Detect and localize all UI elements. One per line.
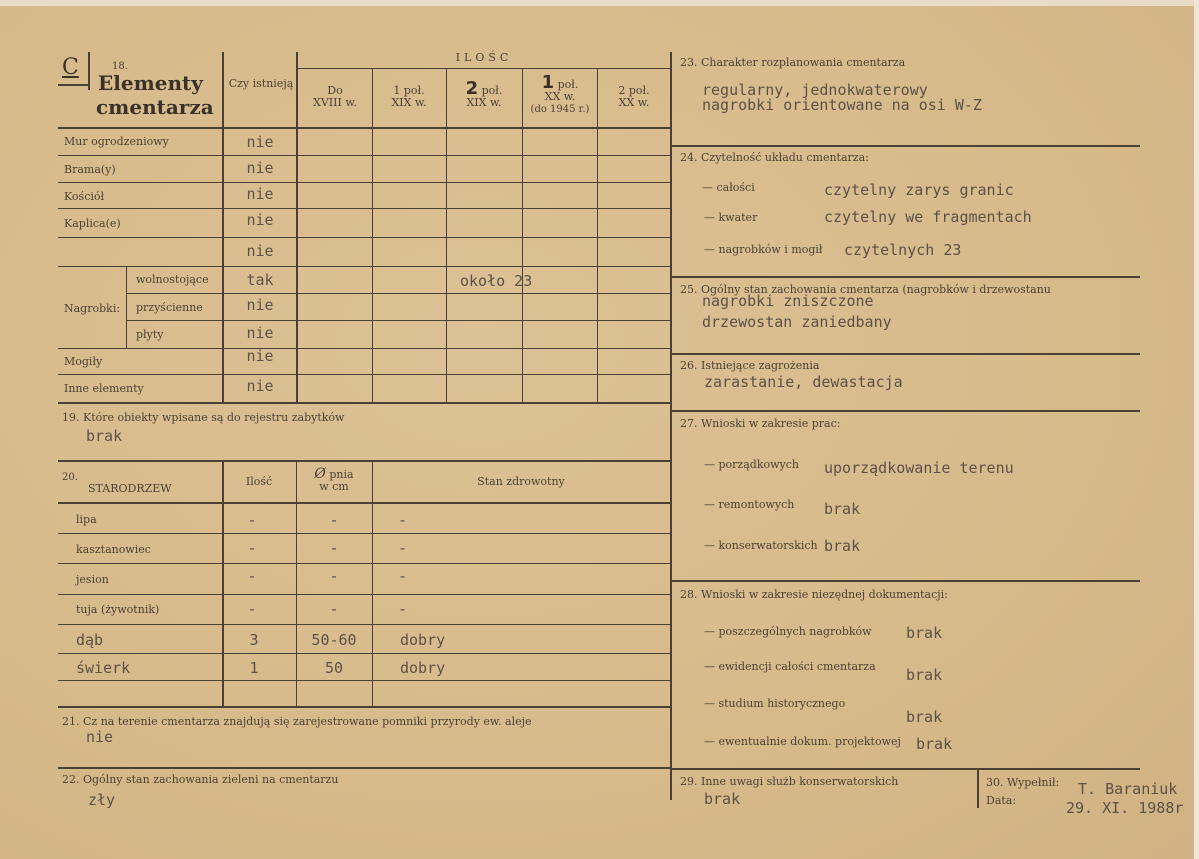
s24-calosci-label: — całości (702, 181, 755, 194)
s23-label: 23. Charakter rozplanowania cmentarza (680, 56, 906, 69)
s26-value: zarastanie, dewastacja (704, 373, 903, 391)
card-top-edge (0, 0, 1199, 6)
s20-col-ilosc: Ilość (245, 475, 273, 488)
s28-d-value: brak (916, 735, 953, 753)
s24-kwater-label: — kwater (704, 211, 758, 224)
s20-grid-v3 (372, 460, 373, 706)
row-label-mogily: Mogiły (64, 355, 103, 368)
s24-kwater-value: czytelny we fragmentach (824, 208, 1032, 226)
value-mur: nie (246, 133, 274, 151)
s20-name-tuja: tuja (żywotnik) (76, 603, 160, 616)
s24-nagrobkow-value: czytelnych 23 (844, 241, 962, 259)
row-line-7 (126, 320, 670, 321)
value-wolnostojace-amount: około 23 (460, 272, 533, 290)
s20-pnia-kasztanowiec: - (329, 539, 339, 557)
s27-kons-value: brak (824, 537, 861, 555)
s25-label: 25. Ogólny stan zachowania cmentarza (nagrobków i drzewostanu (680, 283, 1051, 296)
s19-bottom-line (58, 460, 670, 462)
s20-row-line-4 (58, 624, 670, 625)
s20-ilosc-swierk: 1 (249, 659, 259, 677)
value-inne: nie (246, 377, 274, 395)
s29-label: 29. Inne uwagi służb konserwatorskich (680, 775, 899, 788)
row-label-inne: Inne elementy (64, 382, 144, 395)
s20-pnia-lipa: - (329, 511, 339, 529)
title-elementy: Elementy (98, 71, 203, 95)
s28-c-label: — studium historycznego (704, 697, 846, 710)
s23-bottom-line (670, 145, 1140, 147)
row-label-kosciol: Kościół (64, 190, 105, 203)
row-line-8 (58, 348, 670, 349)
s20-row-line-1 (58, 533, 670, 534)
s20-name-dab: dąb (76, 631, 104, 649)
s20-stan-swierk: dobry (400, 659, 446, 677)
s28-a-value: brak (906, 624, 943, 642)
s20-row-line-3 (58, 594, 670, 595)
item-number-18: 18. (112, 61, 128, 72)
s24-bottom-line (670, 276, 1140, 278)
value-blank: nie (246, 242, 274, 260)
s20-name-jesion: jesion (76, 573, 109, 586)
card-right-edge (1194, 0, 1199, 859)
header-bottom-line (58, 127, 670, 129)
s28-b-value: brak (906, 666, 943, 684)
s21-bottom-line (58, 767, 670, 769)
row-label-mur: Mur ogrodzeniowy (64, 135, 169, 148)
title-cmentarza: cmentarza (96, 95, 214, 119)
row-label-kaplica: Kaplica(e) (64, 217, 121, 230)
s19-value: brak (86, 427, 123, 445)
grid-v2 (296, 52, 298, 402)
row-label-wolnostojace: wolnostojące (136, 273, 209, 286)
s21-value: nie (86, 728, 114, 746)
value-mogily: nie (246, 347, 274, 365)
s20-ilosc-lipa: - (247, 511, 257, 529)
s19-label: 19. Które obiekty wpisane są do rejestru zabytków (62, 411, 345, 424)
row-line-2 (58, 182, 670, 183)
grid-v3 (372, 68, 373, 402)
value-plyty: nie (246, 324, 274, 342)
s24-calosci-value: czytelny zarys granic (824, 181, 1014, 199)
s20-pnia-dab: 50-60 (311, 631, 357, 649)
s27-rem-label: — remontowych (704, 498, 795, 511)
s27-label: 27. Wnioski w zakresie prac: (680, 417, 841, 430)
col-1pol-xx: 1 poł. XX w. (do 1945 r.) (530, 72, 590, 115)
s20-name-swierk: świerk (76, 659, 131, 677)
col-1pol-xix: 1 poł. XIX w. (391, 84, 427, 109)
row-line-9 (58, 374, 670, 375)
row-label-plyty: płyty (136, 328, 164, 341)
s25-line2: drzewostan zaniedbany (702, 313, 892, 331)
col-2pol-xx: 2 poł. XX w. (618, 84, 650, 109)
header-czy-istnieja: Czy istnieją (228, 77, 294, 90)
s24-nagrobkow-label: — nagrobków i mogił (704, 243, 823, 256)
s28-c-value: brak (906, 708, 943, 726)
s26-label: 26. Istniejące zagrożenia (680, 359, 820, 372)
s20-stan-tuja: - (398, 600, 408, 618)
s20-stan-jesion: - (398, 567, 408, 585)
s28-b-label: — ewidencji całości cmentarza (704, 660, 876, 673)
s20-pnia-swierk: 50 (324, 659, 344, 677)
grid-v5 (522, 68, 523, 402)
s20-col-stan: Stan zdrowotny (477, 475, 565, 488)
row-label-nagrobki: Nagrobki: (64, 302, 121, 315)
s28-label: 28. Wnioski w zakresie niezędnej dokumentacji: (680, 588, 948, 601)
section-letter: C (62, 55, 79, 80)
s20-col-pnia: Ø pnia w cm (314, 466, 354, 493)
s21-label: 21. Cz na terenie cmentarza znajdują się zarejestrowane pomniki przyrody ew. aleje (62, 715, 532, 728)
s27-rem-value: brak (824, 500, 861, 518)
s28-bottom-line (670, 768, 1140, 770)
s22-value: zły (88, 791, 116, 809)
header-bar (88, 52, 90, 90)
s20-pnia-jesion: - (329, 567, 339, 585)
s27-bottom-line (670, 580, 1140, 582)
s28-a-label: — poszczególnych nagrobków (704, 625, 872, 638)
s25-bottom-line (670, 353, 1140, 355)
s20-row-line-5 (58, 653, 670, 654)
header-ilosc: ILOŚC (455, 51, 513, 64)
s25-line1: nagrobki zniszczone (702, 292, 874, 310)
grid-nagrobki-v (126, 266, 127, 348)
grid-v4 (446, 68, 447, 402)
col-2pol-xix: 2 poł. XIX w. (465, 78, 503, 109)
s20-pnia-tuja: - (329, 600, 339, 618)
s20-stan-lipa: - (398, 511, 408, 529)
s28-d-label: — ewentualnie dokum. projektowej (704, 735, 901, 748)
row-line-4 (58, 237, 670, 238)
s27-porz-label: — porządkowych (704, 458, 799, 471)
s30-wypelnil-label: 30. Wypełnił: (986, 776, 1060, 789)
s24-label: 24. Czytelność układu cmentarza: (680, 151, 869, 164)
col-do-xviii: Do XVIII w. (313, 84, 357, 109)
row-label-przyscienne: przyścienne (136, 301, 203, 314)
header-underline (58, 84, 88, 86)
row-line-5 (58, 266, 670, 267)
row-line-6 (126, 293, 670, 294)
ilosc-line (298, 68, 670, 69)
s20-row-line-6 (58, 680, 670, 681)
value-kaplica: nie (246, 211, 274, 229)
s30-date: 29. XI. 1988r (1066, 799, 1184, 817)
s20-row-line-2 (58, 563, 670, 564)
s27-porz-value: uporządkowanie terenu (824, 459, 1014, 477)
s30-name: T. Baraniuk (1078, 780, 1178, 798)
row-label-brama: Brama(y) (64, 163, 116, 176)
value-wolnostojace: tak (246, 271, 274, 289)
s20-name-kasztanowiec: kasztanowiec (76, 543, 151, 556)
s20-number: 20. (62, 472, 78, 483)
s30-divider (977, 768, 979, 808)
s23-line1: regularny, jednokwaterowy (702, 81, 928, 99)
row-line-3 (58, 208, 670, 209)
s20-ilosc-tuja: - (247, 600, 257, 618)
s29-value: brak (704, 790, 741, 808)
s27-kons-label: — konserwatorskich (704, 539, 818, 552)
row-line-10 (58, 402, 670, 404)
s20-title: STARODRZEW (88, 482, 172, 495)
s30-data-label: Data: (986, 794, 1017, 807)
s23-line2: nagrobki orientowane na osi W-Z (702, 96, 982, 114)
s20-ilosc-dab: 3 (249, 631, 259, 649)
s20-ilosc-jesion: - (247, 567, 257, 585)
s20-bottom-line (58, 706, 670, 708)
s20-stan-dab: dobry (400, 631, 446, 649)
grid-v6 (597, 68, 598, 402)
s20-ilosc-kasztanowiec: - (247, 539, 257, 557)
s20-stan-kasztanowiec: - (398, 539, 408, 557)
s20-name-lipa: lipa (76, 513, 97, 526)
s26-bottom-line (670, 410, 1140, 412)
s22-label: 22. Ogólny stan zachowania zieleni na cmentarzu (62, 773, 339, 786)
row-line-1 (58, 155, 670, 156)
value-kosciol: nie (246, 185, 274, 203)
value-przyscienne: nie (246, 296, 274, 314)
value-brama: nie (246, 159, 274, 177)
s20-header-line (58, 502, 670, 504)
center-divider (670, 52, 672, 800)
